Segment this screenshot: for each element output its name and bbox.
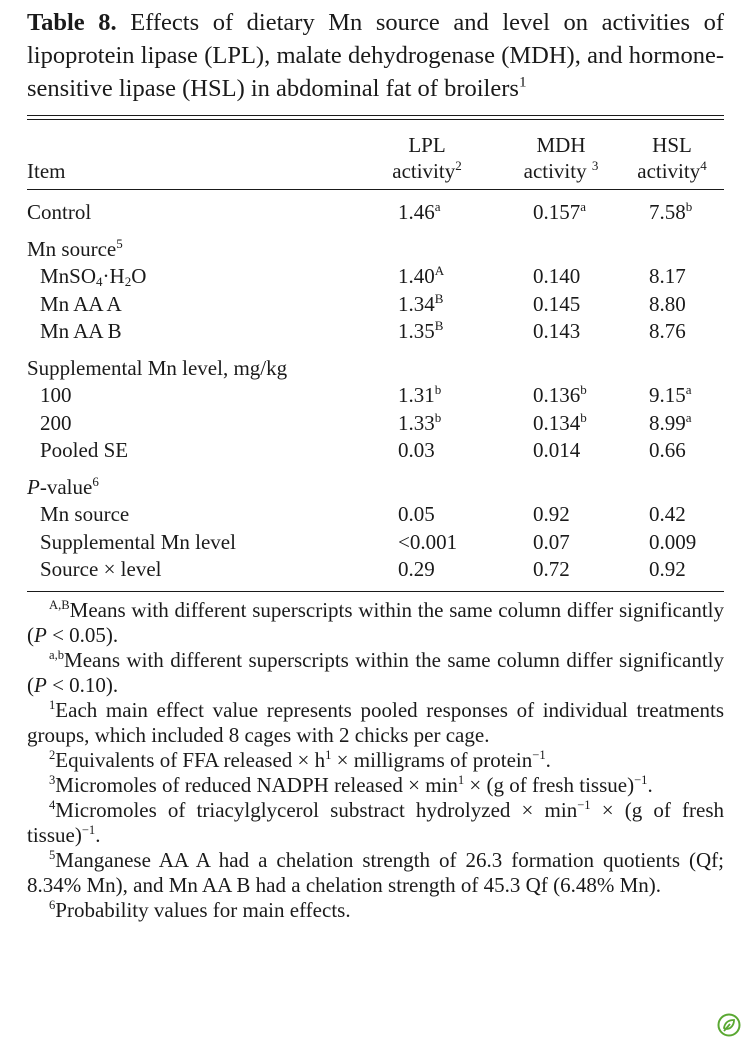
footnote-6: $^6$Probability values for main effects. bbox=[49, 897, 351, 922]
table-row-level-100: 100 1.31$^b$ 0.136$^b$ 9.15$^a$ bbox=[40, 381, 692, 407]
leaf-logo-icon bbox=[717, 1013, 741, 1037]
header-row bbox=[27, 120, 724, 190]
table-row-mn-aa-b: Mn AA B $1.35^B$ 0.143 8.76 bbox=[40, 317, 686, 343]
header-lpl: LPL activity$^2$ bbox=[392, 133, 462, 183]
table-row-mn-aa-a: Mn AA A $1.34^B$ 0.145 8.80 bbox=[40, 290, 686, 316]
table-row-supplemental-heading: Supplemental Mn level, mg/kg bbox=[27, 355, 288, 380]
footnote-AB: $^{A,B}$Means with different superscripts within the same column differ significantly (P < 0.05). bbox=[27, 597, 724, 647]
table-row-control: Control 1.46$^a$ 0.157$^a$ 7.58$^b$ bbox=[27, 198, 693, 224]
table-row-mn-source-heading: Mn source$^5$ bbox=[27, 235, 123, 261]
title-footnote-marker: 1 bbox=[518, 73, 527, 91]
table-footnotes bbox=[27, 598, 724, 923]
table-row-pvalue-heading: P-value$^6$ bbox=[27, 473, 99, 499]
footnote-3: $^3$Micromoles of reduced NADPH released × $\min^1 \times (g$ of fresh tissue)$^{-1}$. bbox=[49, 772, 653, 797]
table-row-level-200: 200 1.33$^b$ 0.134$^b$ 8.99$^a$ bbox=[40, 409, 692, 435]
table-row-p-interaction: Source × level 0.29 0.72 0.92 bbox=[40, 557, 686, 581]
table-row-p-mn-source: Mn source 0.05 0.92 0.42 bbox=[40, 502, 686, 526]
header-item: Item bbox=[27, 159, 66, 183]
footnote-4: $^4$Micromoles of triacylglycerol substract hydrolyzed × $\min^{-1} \times (g$ of fresh tissue)$^{-1}$. bbox=[27, 797, 724, 847]
table-label: Table 8. bbox=[27, 9, 117, 36]
header-mdh: MDH activity $^3$ bbox=[523, 133, 599, 183]
data-table bbox=[27, 120, 724, 584]
footnote-2: $^2$Equivalents of FFA released × $h^1$ × milligrams of protein$^{-1}$. bbox=[49, 747, 551, 772]
footnote-5: $^5$Manganese AA A had a chelation strength of 26.3 formation quotients (Qf; 8.34% Mn), and Mn AA B had a chelation strength of 45.3 Qf (6.48% Mn). bbox=[27, 847, 724, 897]
header-hsl: HSL activity$^4$ bbox=[637, 133, 707, 183]
footnote-1: $^1$Each main effect value represents pooled responses of individual treatments groups, which included 8 cages with 2 chicks per cage. bbox=[27, 697, 724, 747]
table-row-mnso4: $MnSO_4\cdot H_2O$ $1.40^A$ 0.140 8.17 bbox=[40, 262, 686, 289]
table-row-pooled-se: Pooled SE 0.03 0.014 0.66 bbox=[40, 438, 686, 462]
table-page bbox=[27, 0, 724, 923]
table-row-p-supplemental-level: Supplemental Mn level <0.001 0.07 0.009 bbox=[40, 529, 697, 554]
table-title-text: Effects of dietary Mn source and level on activities of lipoprotein lipase (LPL), malate dehydrogenase (MDH), and hormone-sensitive lipase (HSL) in abdominal fat of broilers bbox=[27, 9, 724, 102]
bottom-rule bbox=[27, 591, 724, 592]
footnote-ab: $^{a,b}$Means with different superscripts within the same column differ significantly (P < 0.10). bbox=[27, 647, 724, 697]
table-title bbox=[27, 6, 724, 105]
